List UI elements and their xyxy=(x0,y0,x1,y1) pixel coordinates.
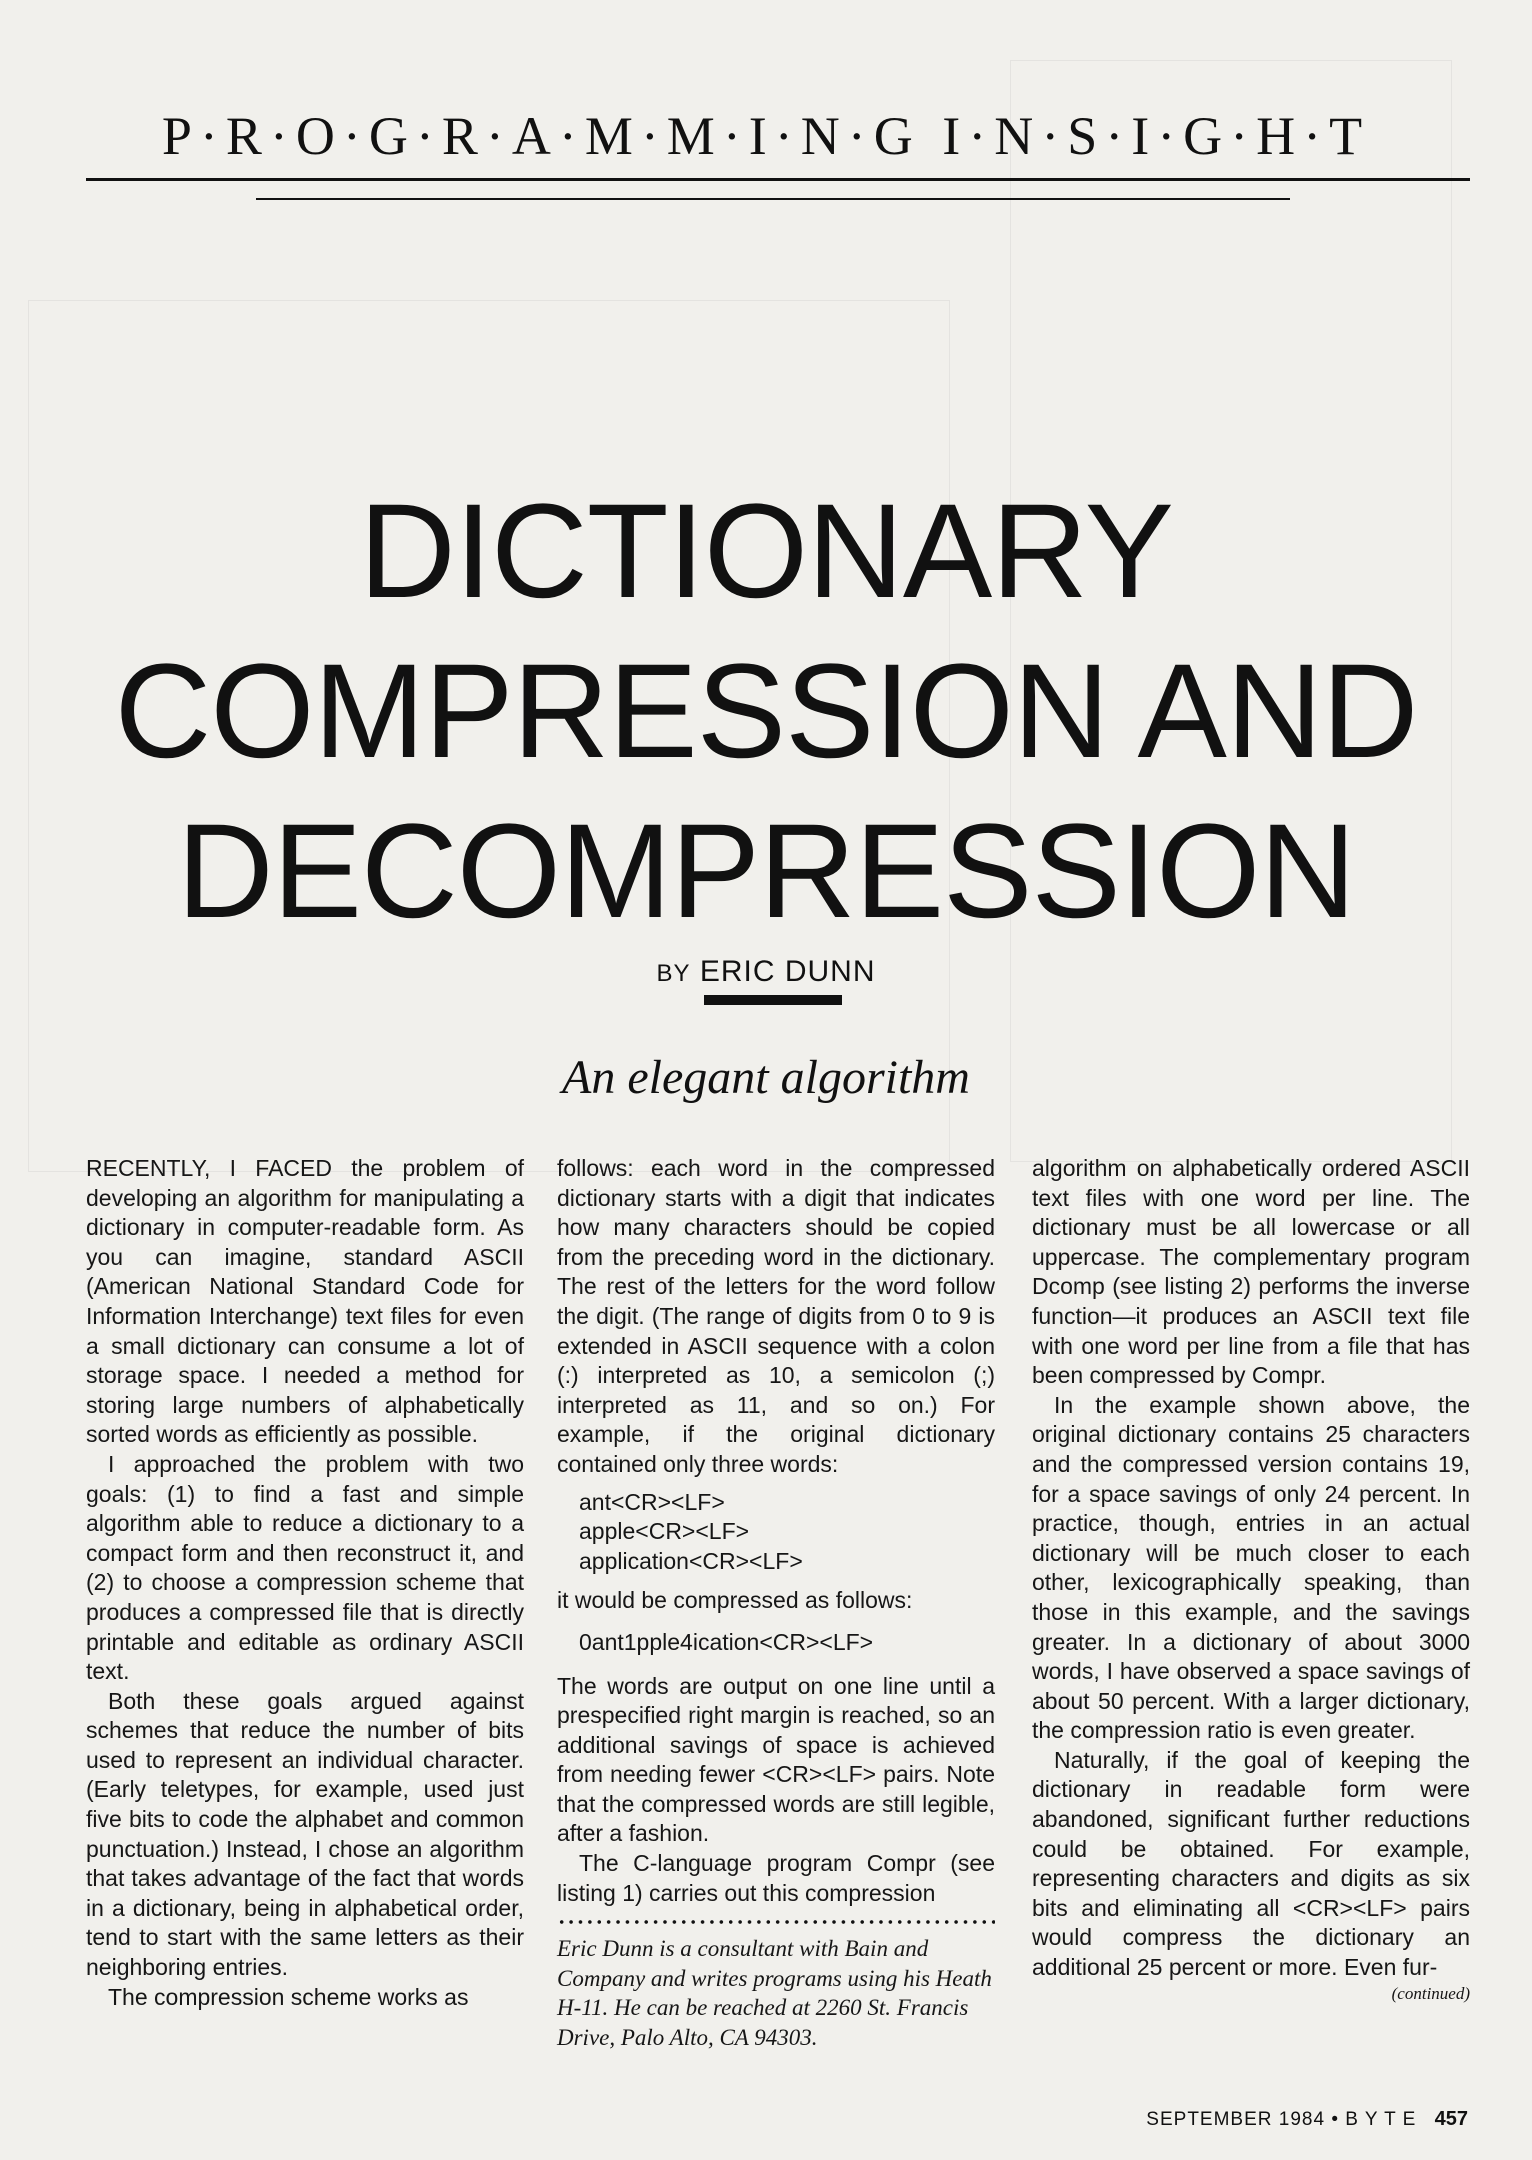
byline xyxy=(0,955,1532,989)
page-number: 457 xyxy=(1434,2108,1468,2130)
paragraph: follows: each word in the compressed dictionary starts with a digit that indicates how many characters should be copied from the preceding word in the dictionary. The rest of the letters for the word follow the digit. (The range of digits from 0 to 9 is extended in ASCII sequence with a colon (:) interpreted as 10, a semicolon (;) interpreted as 11, and so on.) For example, if the original dictionary contained only three words: xyxy=(557,1155,995,1477)
column-2 xyxy=(557,1154,995,2053)
paragraph: I approached the problem with two goals: (1) to find a fast and simple algorithm able to reduce a dictionary to a compact form and then reconstruct it, and (2) to choose a compression scheme that produces a compressed file that is directly printable and editable as ordinary ASCII text. xyxy=(86,1450,524,1685)
column-1 xyxy=(86,1154,524,2012)
issue-line: SEPTEMBER 1984 • B Y T E xyxy=(1146,2109,1417,2130)
header-rule xyxy=(86,178,1470,181)
continued-note: (continued) xyxy=(1391,1983,1470,2003)
paragraph: In the example shown above, the original dictionary contains 25 characters and the compressed version contains 19, for a space savings of only 24 percent. In practice, though, entries in an actual dictionary will be much closer to each other, lexicographically speaking, than those in this example, and the savings greater. In a dictionary of about 3000 words, I have observed a space savings of about 50 percent. With a larger dictionary, the compression ratio is even greater. xyxy=(1032,1391,1470,1744)
paragraph: The compression scheme works as xyxy=(108,1983,469,2010)
paragraph: The C-language program Compr (see listing 1) carries out this compression xyxy=(557,1850,995,1906)
bio-separator xyxy=(557,1918,995,1926)
code-example-compressed: 0ant1pple4ication<CR><LF> xyxy=(579,1628,874,1655)
title-line-2: COMPRESSION AND xyxy=(114,637,1418,786)
paragraph: Naturally, if the goal of keeping the dictionary in readable form were abandoned, significant further reductions could be obtained. For example, representing characters and digits as six bits and eliminating all <CR><LF> pairs would compress the dictionary an additional 25 percent or more. Even fur- xyxy=(1032,1746,1470,1981)
byline-bar xyxy=(704,995,842,1005)
paragraph: The words are output on one line until a prespecified right margin is reached, so an additional savings of space is achieved from needing fewer <CR><LF> pairs. Note that the compressed words are still legible, after a fashion. xyxy=(557,1672,995,1847)
header-subrule xyxy=(256,198,1290,200)
paragraph: Both these goals argued against schemes that reduce the number of bits used to represent an individual character. (Early teletypes, for example, used just five bits to code the alphabet and common punctuation.) Instead, I chose an algorithm that takes advantage of the fact that words in a dictionary, being in alphabetical order, tend to start with the same letters as their neighboring entries. xyxy=(86,1687,524,1981)
code-line: application<CR><LF> xyxy=(579,1547,803,1574)
author-bio: Eric Dunn is a consultant with Bain and Company and writes programs using his Heath H-11. He can be reached at 2260 St. Francis Drive, Palo Alto, CA 94303. xyxy=(557,1936,992,2051)
deck: An elegant algorithm xyxy=(562,1051,970,1104)
article-title xyxy=(0,472,1532,952)
byline-prefix: BY xyxy=(656,960,691,987)
section-kicker: P·R·O·G·R·A·M·M·I·N·G I·N·S·I·G·H·T xyxy=(161,106,1371,166)
author-name: ERIC DUNN xyxy=(699,955,876,988)
page-footer xyxy=(1146,2108,1468,2131)
code-example-words xyxy=(579,1488,995,1577)
paragraph: algorithm on alphabetically ordered ASCII text files with one word per line. The dictionary must be all lowercase or all uppercase. The complementary program Dcomp (see listing 2) performs the inverse function—it produces an ASCII text file with one word per line from a file that has been compressed by Compr. xyxy=(1032,1155,1470,1389)
code-line: apple<CR><LF> xyxy=(579,1518,750,1545)
title-line-3: DECOMPRESSION xyxy=(176,797,1356,946)
code-line: ant<CR><LF> xyxy=(579,1488,725,1515)
column-3 xyxy=(1032,1154,1470,2005)
paragraph: it would be compressed as follows: xyxy=(557,1587,913,1614)
title-line-1: DICTIONARY xyxy=(359,477,1173,626)
paragraph: RECENTLY, I FACED the problem of developing an algorithm for manipulating a dictionary in computer-readable form. As you can imagine, standard ASCII (American National Standard Code for Information Interchange) text files for even a small dictionary can consume a lot of storage space. I needed a method for storing large numbers of alphabetically sorted words as efficiently as possible. xyxy=(86,1155,524,1448)
